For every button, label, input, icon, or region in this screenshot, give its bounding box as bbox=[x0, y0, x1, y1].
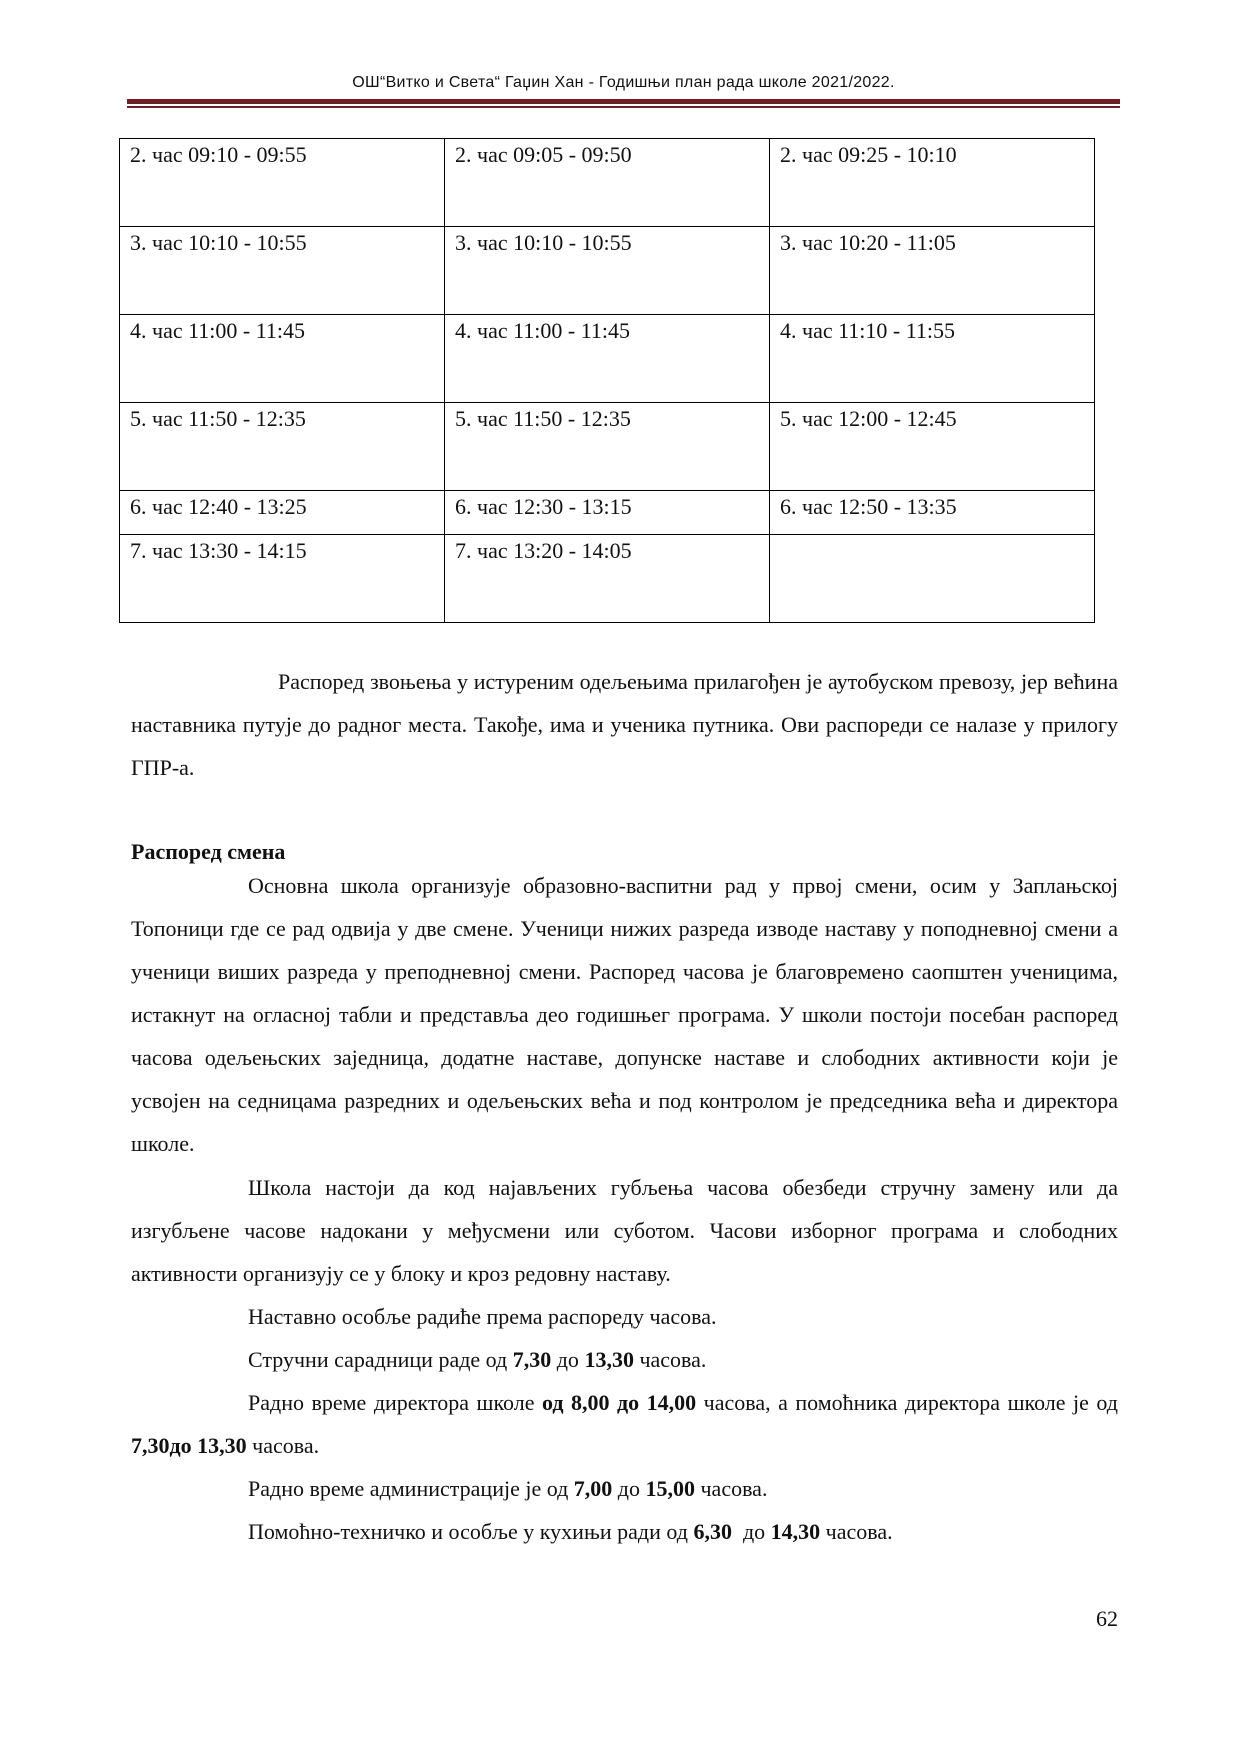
page-number: 62 bbox=[1096, 1606, 1118, 1631]
table-cell: 7. час 13:30 - 14:15 bbox=[120, 535, 445, 623]
table-row bbox=[120, 227, 1095, 315]
bell-schedule-table bbox=[119, 138, 1095, 623]
table-row bbox=[120, 535, 1095, 623]
table-cell: 3. час 10:20 - 11:05 bbox=[770, 227, 1095, 315]
line-director-hours: Радно време директора школе од 8,00 до 14,00 часова, а помоћника директора школе је од 7,30до 13,30 часова. bbox=[131, 1390, 1118, 1458]
paragraph-substitution: Школа настоји да код најављених губљења часова обезбеди стручну замену или да изгубљене часове надокани у међусмени или суботом. Часови изборног програма и слободних активности организују се у блоку и кроз редовну наставу. bbox=[131, 1175, 1118, 1286]
table-row bbox=[120, 139, 1095, 227]
table-cell: 5. час 12:00 - 12:45 bbox=[770, 403, 1095, 491]
table-cell: 5. час 11:50 - 12:35 bbox=[120, 403, 445, 491]
table-cell: 6. час 12:30 - 13:15 bbox=[445, 491, 770, 535]
paragraph-bell-schedule-note: Распоред звоњења у истуреним одељењима прилагођен је аутобуском превозу, јер већина наставника путује до радног места. Такође, има и ученика путника. Ови распореди се налазе у прилогу ГПР-а. bbox=[131, 669, 1118, 780]
header-rule-thick bbox=[127, 99, 1120, 104]
table-row bbox=[120, 491, 1095, 535]
table-row bbox=[120, 403, 1095, 491]
table-cell: 4. час 11:10 - 11:55 bbox=[770, 315, 1095, 403]
section-heading-shift-schedule: Распоред смена bbox=[131, 839, 286, 864]
table-cell: 5. час 11:50 - 12:35 bbox=[445, 403, 770, 491]
table-cell: 7. час 13:20 - 14:05 bbox=[445, 535, 770, 623]
table-cell: 4. час 11:00 - 11:45 bbox=[120, 315, 445, 403]
table-cell: 2. час 09:25 - 10:10 bbox=[770, 139, 1095, 227]
line-administration-hours: Радно време администрације је од 7,00 до 15,00 часова. bbox=[248, 1476, 768, 1501]
table-cell: 4. час 11:00 - 11:45 bbox=[445, 315, 770, 403]
line-technical-staff-hours: Помоћно-техничко и особље у кухињи ради од 6,30 до 14,30 часова. bbox=[248, 1519, 893, 1544]
table-row bbox=[120, 315, 1095, 403]
line-associates-hours: Стручни сарадници раде од 7,30 до 13,30 часова. bbox=[248, 1347, 707, 1372]
table-cell: 2. час 09:10 - 09:55 bbox=[120, 139, 445, 227]
table-cell: 6. час 12:50 - 13:35 bbox=[770, 491, 1095, 535]
line-teaching-staff: Наставно особље радиће према распореду часова. bbox=[248, 1304, 717, 1329]
header-rule-thin bbox=[127, 106, 1120, 108]
paragraph-shifts: Основна школа организује образовно-васпитни рад у првој смени, осим у Заплањској Топоници где се рад одвија у две смене. Ученици нижих разреда изводе наставу у поподневној смени а ученици виших разреда у преподневној смени. Распоред часова је благовремено саопштен ученицима, истакнут на огласној табли и представља део годишњег програма. У школи постоји посебан распоред часова одељењских заједница, додатне наставе, допунске наставе и слободних активности који је усвојен на седницама разредних и одељењских већа и под контролом је председника већа и директора школе. bbox=[131, 873, 1118, 1156]
table-cell: 2. час 09:05 - 09:50 bbox=[445, 139, 770, 227]
table-cell: 6. час 12:40 - 13:25 bbox=[120, 491, 445, 535]
table-cell: 3. час 10:10 - 10:55 bbox=[445, 227, 770, 315]
table-cell: 3. час 10:10 - 10:55 bbox=[120, 227, 445, 315]
document-header: ОШ“Витко и Света“ Гаџин Хан - Годишњи план рада школе 2021/2022. bbox=[352, 74, 895, 91]
table-cell bbox=[770, 535, 1095, 623]
